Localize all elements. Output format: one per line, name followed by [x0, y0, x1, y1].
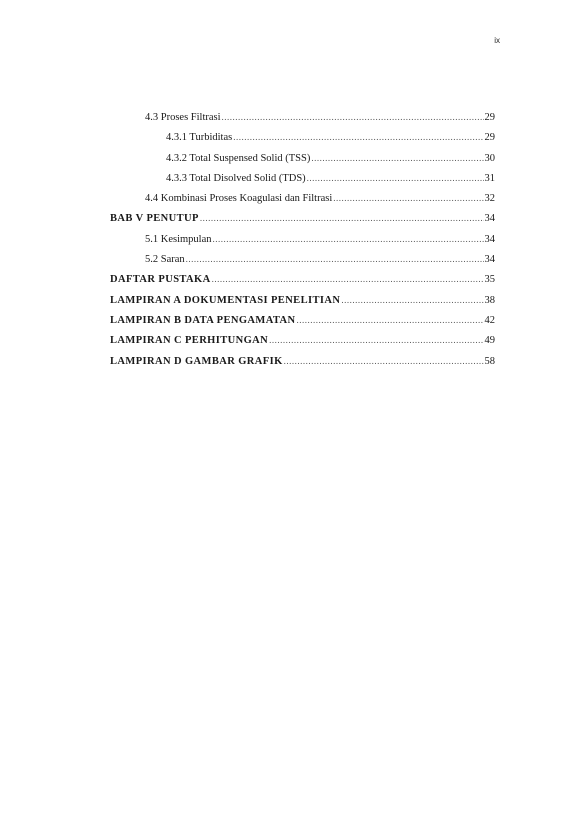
toc-dot-leader: [307, 168, 484, 188]
toc-entry: [110, 249, 495, 269]
toc-entry-label: BAB V PENUTUP: [110, 213, 199, 225]
toc-dot-leader: [333, 188, 483, 208]
toc-dot-leader: [186, 249, 484, 269]
toc-entry-page: 31: [484, 172, 495, 184]
toc-dot-leader: [297, 310, 484, 330]
toc-entry-page: 34: [484, 213, 495, 225]
toc-entry-label: 4.3 Proses Filtrasi: [145, 112, 221, 123]
toc-entry-page: 34: [484, 233, 495, 245]
toc-entry-page: 29: [484, 112, 495, 123]
toc-entry: [110, 107, 495, 127]
toc-dot-leader: [269, 330, 483, 350]
toc-entry-page: 30: [484, 152, 495, 164]
toc-entry: [110, 351, 495, 371]
toc-entry-label: 4.3.2 Total Suspensed Solid (TSS): [166, 152, 311, 164]
toc-dot-leader: [212, 269, 484, 289]
toc-dot-leader: [284, 351, 484, 371]
toc-dot-leader: [200, 208, 484, 228]
toc-entry: [110, 188, 495, 208]
toc-entry-page: 42: [484, 314, 495, 326]
toc-entry: [110, 168, 495, 188]
toc-entry-page: 32: [484, 193, 495, 205]
toc-entry-label: LAMPIRAN D GAMBAR GRAFIK: [110, 355, 283, 367]
toc-dot-leader: [222, 107, 484, 127]
toc-entry: [110, 229, 495, 249]
toc-dot-leader: [213, 229, 484, 249]
toc-entry-label: 5.2 Saran: [145, 254, 185, 266]
toc-entry-page: 58: [484, 355, 495, 367]
toc-entry-label: 5.1 Kesimpulan: [145, 233, 212, 245]
table-of-contents: [110, 107, 495, 371]
toc-entry: [110, 330, 495, 350]
toc-dot-leader: [233, 127, 483, 147]
toc-entry-label: 4.4 Kombinasi Proses Koagulasi dan Filtrasi: [145, 193, 333, 205]
toc-dot-leader: [341, 290, 483, 310]
toc-entry: [110, 310, 495, 330]
toc-entry-page: 49: [484, 335, 495, 347]
toc-entry: [110, 269, 495, 289]
toc-entry-label: 4.3.1 Turbiditas: [166, 132, 233, 144]
toc-entry: [110, 290, 495, 310]
toc-entry-page: 29: [484, 132, 495, 144]
toc-entry: [110, 148, 495, 168]
toc-entry-label: 4.3.3 Total Disolved Solid (TDS): [166, 172, 306, 184]
toc-entry-label: LAMPIRAN A DOKUMENTASI PENELITIAN: [110, 294, 341, 306]
toc-entry-page: 35: [484, 274, 495, 286]
toc-entry: [110, 208, 495, 228]
toc-entry-label: LAMPIRAN C PERHITUNGAN: [110, 335, 269, 347]
toc-entry-label: LAMPIRAN B DATA PENGAMATAN: [110, 314, 296, 326]
toc-entry: [110, 127, 495, 147]
toc-entry-page: 38: [484, 294, 495, 306]
page-number: ix: [494, 36, 500, 45]
toc-entry-label: DAFTAR PUSTAKA: [110, 274, 211, 286]
toc-entry-page: 34: [484, 254, 495, 266]
toc-dot-leader: [311, 148, 483, 168]
